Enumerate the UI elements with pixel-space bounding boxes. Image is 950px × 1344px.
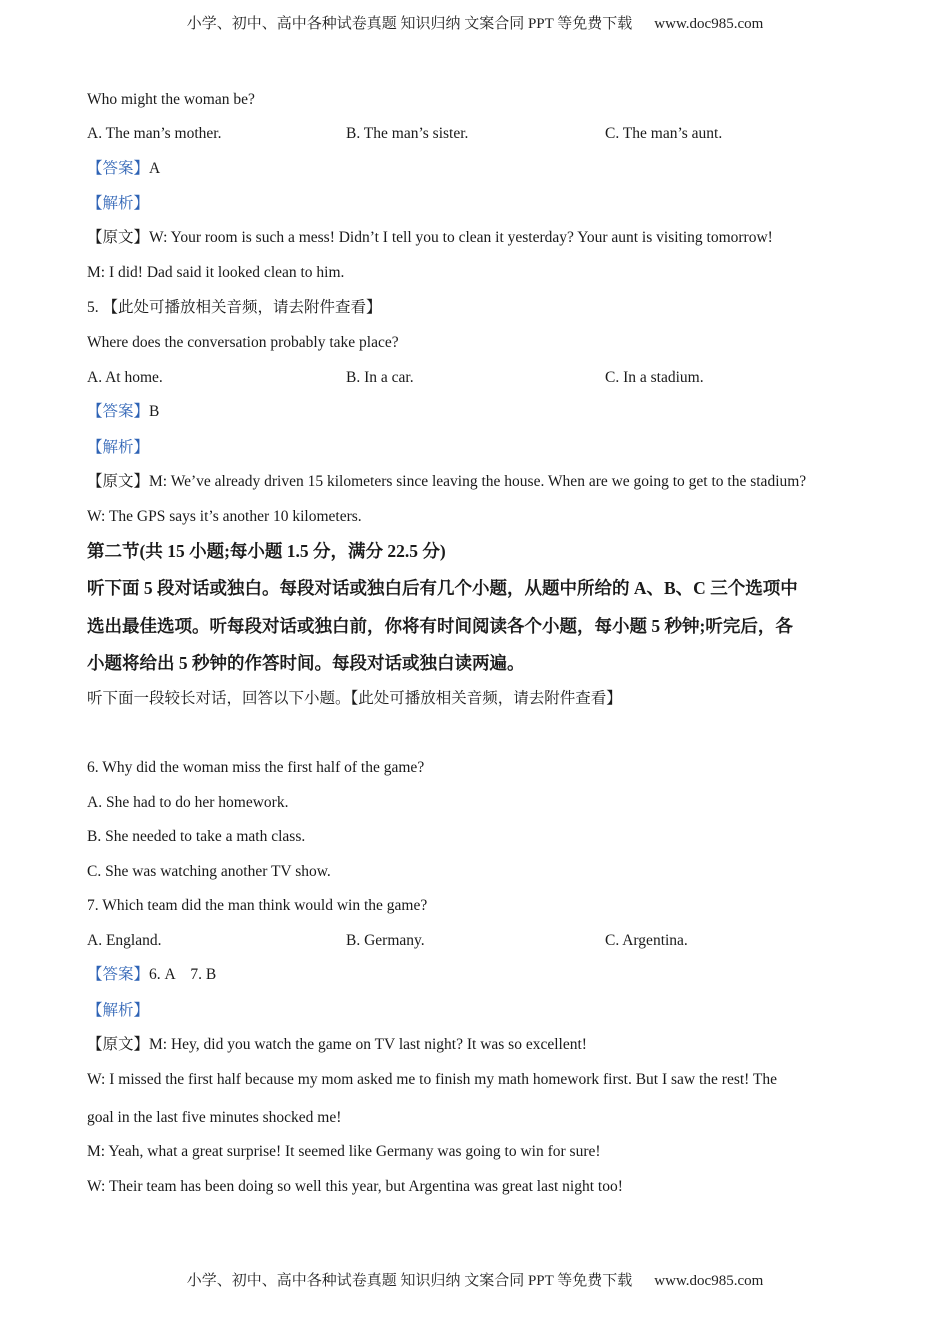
section2-instruction-1: 听下面 5 段对话或独白。每段对话或独白后有几个小题，从题中所给的 A、B、C 三个选项中 (87, 578, 798, 598)
page-header (0, 12, 950, 33)
listen-note[interactable]: 听下面一段较长对话，回答以下小题。【此处可播放相关音频，请去附件查看】 (87, 690, 622, 707)
q6-option-c: C. She was watching another TV show. (87, 863, 331, 880)
q5-transcript-2: W: The GPS says it’s another 10 kilometers. (87, 508, 362, 525)
q5-option-a: A. At home. (87, 369, 163, 386)
original-label: 【原文】 (87, 229, 150, 246)
section2-instruction-3: 小题将给出 5 秒钟的作答时间。每段对话或独白读两遍。 (87, 653, 525, 673)
answer-label: 【答案】 (87, 160, 150, 177)
section2-title: 第二节(共 15 小题;每小题 1.5 分，满分 22.5 分) (87, 541, 446, 561)
q5-answer: B (149, 403, 160, 420)
q4-options (87, 124, 887, 144)
original-label: 【原文】 (87, 1036, 150, 1053)
q5-answer-line (87, 402, 159, 422)
q4-option-c: C. The man’s aunt. (605, 125, 723, 142)
q5-options (87, 368, 887, 388)
q4-transcript-line (87, 228, 773, 248)
q6-option-a: A. She had to do her homework. (87, 794, 289, 811)
header-text: 小学、初中、高中各种试卷真题 知识归纳 文案合同 PPT 等免费下载 (186, 16, 633, 32)
q67-transcript-3: goal in the last five minutes shocked me! (87, 1109, 342, 1126)
q7-options (87, 931, 887, 951)
q5-transcript-1: M: We’ve already driven 15 kilometers since leaving the house. When are we going to get to the stadium? (149, 473, 807, 490)
q5-stem: Where does the conversation probably take place? (87, 334, 399, 351)
page-footer (0, 1269, 950, 1290)
analysis-label: 【解析】 (87, 1002, 150, 1019)
q7-option-b: B. Germany. (346, 932, 425, 949)
q67-answer-line (87, 965, 216, 985)
q7-option-c: C. Argentina. (605, 932, 688, 949)
q5-option-b: B. In a car. (346, 369, 414, 386)
original-label: 【原文】 (87, 473, 150, 490)
q6-stem: 6. Why did the woman miss the first half of the game? (87, 759, 425, 776)
q4-answer-line (87, 159, 160, 179)
q4-transcript-1: W: Your room is such a mess! Didn’t I tell you to clean it yesterday? Your aunt is visiting tomorrow! (149, 229, 773, 246)
footer-url[interactable]: www.doc985.com (654, 1273, 764, 1289)
q5-option-c: C. In a stadium. (605, 369, 704, 386)
q6-option-b: B. She needed to take a math class. (87, 828, 306, 845)
analysis-label: 【解析】 (87, 195, 150, 212)
q4-option-b: B. The man’s sister. (346, 125, 469, 142)
q67-transcript-5: W: Their team has been doing so well this year, but Argentina was great last night too! (87, 1178, 623, 1195)
header-url[interactable]: www.doc985.com (654, 16, 764, 32)
q67-transcript-1: M: Hey, did you watch the game on TV last night? It was so excellent! (149, 1036, 587, 1053)
answer-label: 【答案】 (87, 403, 150, 420)
q4-option-a: A. The man’s mother. (87, 125, 222, 142)
q67-transcript-4: M: Yeah, what a great surprise! It seemed like Germany was going to win for sure! (87, 1143, 601, 1160)
footer-text: 小学、初中、高中各种试卷真题 知识归纳 文案合同 PPT 等免费下载 (186, 1273, 633, 1289)
q5-number-audio[interactable]: 5. 【此处可播放相关音频，请去附件查看】 (87, 299, 382, 316)
answer-label: 【答案】 (87, 966, 150, 983)
analysis-label: 【解析】 (87, 439, 150, 456)
q67-transcript-2: W: I missed the first half because my mom asked me to finish my math homework first. But I saw the rest! The (87, 1071, 778, 1088)
q4-transcript-2: M: I did! Dad said it looked clean to him. (87, 264, 345, 281)
section2-instruction-2: 选出最佳选项。听每段对话或独白前，你将有时间阅读各个小题，每小题 5 秒钟;听完后，各 (87, 616, 793, 636)
q4-stem: Who might the woman be? (87, 91, 255, 108)
q5-transcript-line (87, 472, 806, 492)
q7-stem: 7. Which team did the man think would win the game? (87, 897, 428, 914)
q67-transcript-line (87, 1035, 587, 1055)
q4-answer: A (149, 160, 161, 177)
q67-answer: 6. A 7. B (149, 966, 217, 983)
q7-option-a: A. England. (87, 932, 162, 949)
